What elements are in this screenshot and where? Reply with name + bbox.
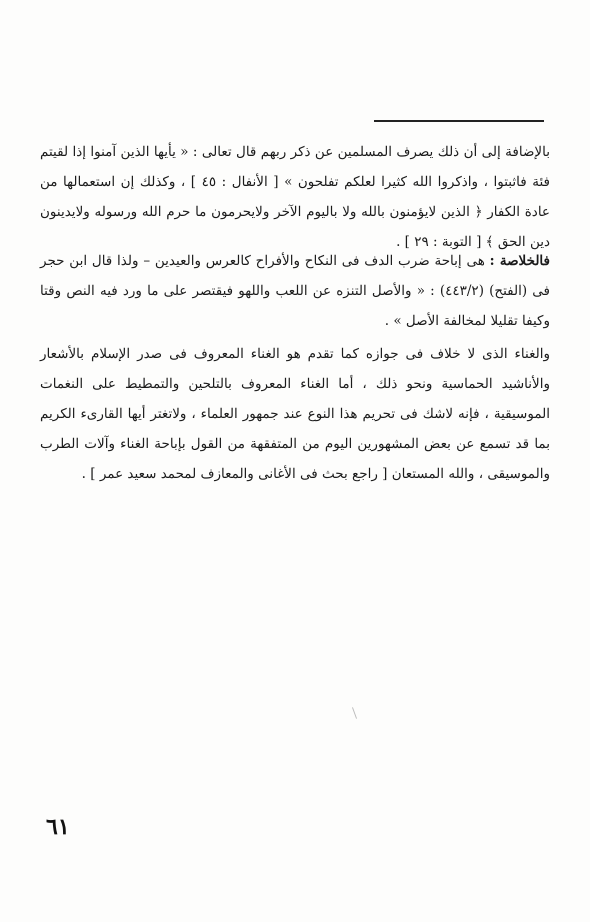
summary-heading: فالخلاصة : [489, 253, 550, 269]
paragraph-1 [40, 137, 550, 257]
paragraph-2 [40, 246, 550, 336]
paragraph-3 [40, 339, 550, 489]
paragraph-3-text: والغناء الذى لا خلاف فى جوازه كما تقدم هو الغناء المعروف فى صدر الإسلام بالأشعار والأناشيد الحماسية ونحو ذلك ، أما الغناء المعروف بالتلحين والتمطيط على النغمات الموسيقية ، فإنه لاشك فى تحريم هذا النوع عند جمهور العلماء ، ولاتغتر أيها القارىء الكريم بما قد تسمع عن بعض المشهورين اليوم من المتفقهة من القول بإباحة الغناء وآلات الطرب والموسيقى ، والله المستعان [ راجع بحث فى الأغانى والمعازف لمحمد سعيد عمر ] . [40, 346, 550, 482]
paragraph-2-text: هى إباحة ضرب الدف فى النكاح والأفراح كالعرس والعيدين – ولذا قال ابن حجر فى (الفتح) (٤٤٣/٢) : « والأصل التنزه عن اللعب واللهو فيقتصر على ما ورد فيه النص وقتا وكيفا تقليلا لمخالفة الأصل » . [40, 253, 550, 329]
paragraph-1-text: بالإضافة إلى أن ذلك يصرف المسلمين عن ذكر ربهم قال تعالى : « يأيها الذين آمنوا إذا لقيتم فئة فاثبتوا ، واذكروا الله كثيرا لعلكم تفلحون » [ الأنفال : ٤٥ ] ، وكذلك إن استعمالها من عادة الكفار ﴿ الذين لايؤمنون بالله ولا باليوم الآخر ولايحرمون ما حرم الله ورسوله ولايدينون دين الحق ﴾ [ التوبة : ٢٩ ] . [40, 144, 550, 250]
footnote-separator-rule [374, 120, 544, 122]
scan-speck [352, 707, 357, 719]
page-number: ٦١ [46, 814, 70, 840]
